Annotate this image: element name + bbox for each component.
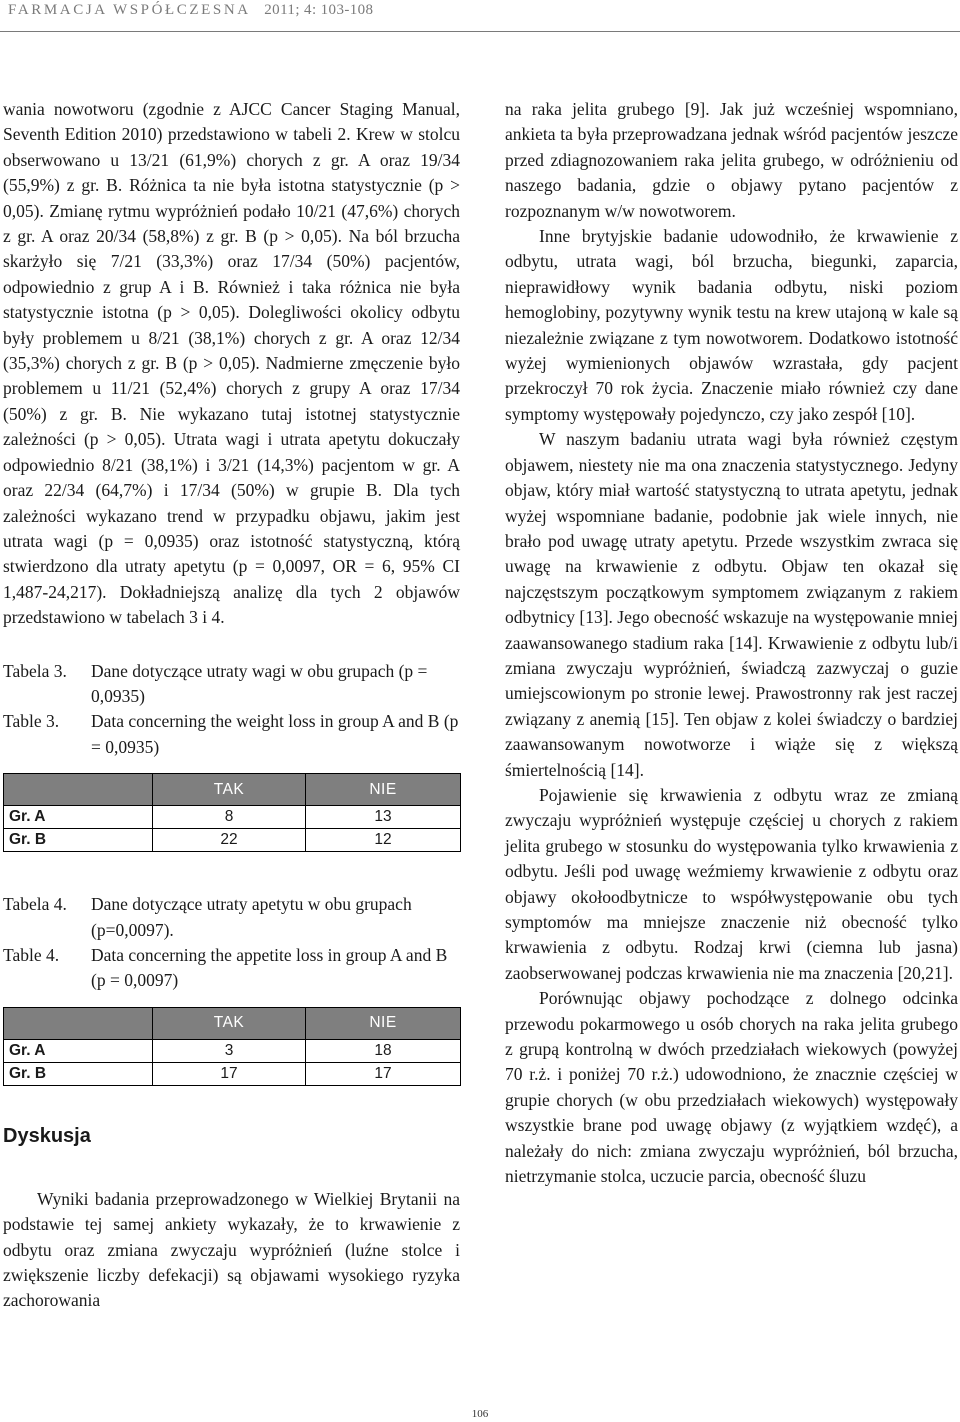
table4-caption [3, 892, 460, 994]
page-number: 106 [471, 1408, 489, 1420]
body-paragraph: na raka jelita grubego [9]. Jak już wcześniej wspomniano, ankieta ta była przeprowadzana jednak wśród pacjentów jeszcze przed zdiagnozowaniem raka jelita grubego, w odróżnieniu od naszego badania, gdzie o objawy pytano pacjentów z rozpoznanym w/w nowotworem. [505, 99, 958, 221]
body-paragraph: Inne brytyjskie badanie udowodniło, że krwawienie z odbytu, utrata wagi, ból brzucha, biegunki, zaparcia, nieprawidłowy wynik badania odbytu, niski poziom hemoglobiny, pozytywny wynik testu na krew utajoną w kale są niezależnie związane z tym nowotworem. Dodatkowo istotność wyżej wymienionych objawów wzrastała, gdy pacjent przekroczył 70 rok życia. Znaczenie miało również czy dane symptomy występowały pojedynczo, czy jako zespół [10]. [505, 226, 958, 424]
table3-caption-en-text: Data concerning the weight loss in group A and B (p = 0,0935) [91, 711, 459, 757]
section-title-dyskusja: Dyskusja [3, 1124, 91, 1147]
body-paragraph: W naszym badaniu utrata wagi była również częstym objawem, niestety nie ma ona znaczenia statystycznego. Jedyny objaw, który miał wartość statystyczną to utrata apetytu, jednak wyżej wspomniane badanie, podobnie jak wiele innych, nie brało pod uwagę utraty apetytu. Przede wszystkim zwraca się uwagę na krwawienie z odbytu. Objaw ten okazał się najczęstszym początkowym symptomem związanym z rakiem odbytnicy [13]. Jego obecność wskazuje na występowanie mniej zaawansowanego stadium raka [14]. Krwawienie z odbytu lub/i zmiana zwyczaju wypróżnień, świadczą zazwyczaj o guzie umiejscowionym po stronie lewej. Prawostronny rak jest raczej związany z anemią [15]. Ten objaw z kolei świadczy o bardziej zaawansowanym nowotworze i wiąże się z większą śmiertelnością [14]. [505, 429, 958, 780]
right-column [505, 97, 958, 1189]
journal-name: FARMACJA WSPÓŁCZESNA [8, 2, 250, 18]
table4-cell-tak: 3 [153, 1039, 306, 1062]
table3-cell-tak: 22 [153, 829, 306, 852]
table4-header-corner [4, 1007, 153, 1039]
left-column [3, 97, 460, 1314]
table4-cell-tak: 17 [153, 1062, 306, 1085]
table3-caption-pl-label: Tabela 3. [3, 660, 67, 681]
table3-caption-pl-text: Dane dotyczące utraty wagi w obu grupach (p = 0,0935) [91, 660, 428, 706]
table4-cell-nie: 17 [306, 1062, 461, 1085]
header-rule [0, 31, 960, 32]
table3-cell-tak: 8 [153, 806, 306, 829]
table4-header-row [4, 1007, 461, 1039]
table3-caption-en-label: Table 3. [3, 711, 60, 732]
table4-caption-pl-text: Dane dotyczące utraty apetytu w obu grupach (p=0,0097). [91, 894, 412, 940]
discussion-paragraph: Wyniki badania przeprowadzonego w Wielkiej Brytanii na podstawie tej samej ankiety wykazały, że to krwawienie z odbytu oraz zmiana zwyczaju wypróżnień (luźne stolce i zwiększenie liczby defekacji) są objawami wysokiego ryzyka zachorowania [3, 1188, 460, 1311]
table-row [4, 1039, 461, 1062]
body-paragraph: Porównując objawy pochodzące z dolnego odcinka przewodu pokarmowego u osób chorych na raka jelita grubego z grupą kontrolną w dwóch przedziałach wiekowych (powyżej 70 r.ż. i poniżej 70 r.ż.) udowodniono, że znacznie częściej w grupie chorych (w obu przedziałach wiekowych) występowały wszystkie brane pod uwagę objawy (z wyjątkiem wzdęć), a należały do nich: zmiana zwyczaju wypróżnień, ból brzucha, nietrzymanie stolca, uczucie parcia, obecność śluzu [505, 988, 958, 1187]
table3-header-tak: TAK [153, 774, 306, 806]
table3-caption [3, 659, 460, 761]
table4-caption-en-label: Table 4. [3, 944, 60, 965]
table3 [3, 773, 461, 852]
table4-row-label: Gr. B [4, 1062, 153, 1085]
body-paragraph: Pojawienie się krwawienia z odbytu wraz ze zmianą zwyczaju wypróżnień występuje częściej u chorych z rakiem jelita grubego w stosunku do występowania tylko krwawienia z odbytu. Jeśli pod uwagę weźmiemy krwawienie z odbytu oraz objawy okołoodbytnicze to współwystępowanie obu tych symptomów ma mniejsze znaczenie niż obecność tylko krwawienia z odbytu. Rodzaj krwi (ciemna lub jasna) zaobserwowanej podczas krwawienia nie ma znaczenia [20,21]. [505, 784, 958, 983]
table-row [4, 806, 461, 829]
running-head [8, 2, 373, 19]
table4-header-nie: NIE [306, 1007, 461, 1039]
table3-row-label: Gr. A [4, 806, 153, 829]
table3-row-label: Gr. B [4, 829, 153, 852]
table3-cell-nie: 12 [306, 829, 461, 852]
table4-header-tak: TAK [153, 1007, 306, 1039]
results-paragraph: wania nowotworu (zgodnie z AJCC Cancer Staging Manual, Seventh Edition 2010) przedstawiono w tabeli 2. Krew w stolcu obserwowano u 13/21 (61,9%) chorych z gr. A oraz 19/34 (55,9%) z gr. B. Różnica ta nie była istotna statystycznie (p > 0,05). Zmianę rytmu wypróżnień podało 10/21 (47,6%) chorych z gr. A oraz 20/34 (58,8%) z gr. B (p > 0,05). Na ból brzucha skarżyło się 7/21 (33,3%) oraz 17/34 (50%) pacjentów, odpowiednio z grup A i B. Również i taka różnica nie była statystycznie istotna (p > 0,05). Dolegliwości okolicy odbytu były problemem u 8/21 (38,1%) chorych z gr. A oraz 12/34 (35,3%) chorych z gr. B (p > 0,05). Nadmierne zmęczenie było problemem u 11/21 (52,4%) chorych z grupy A oraz 17/34 (50%) z gr. B. Nie wykazano tutaj istotnej statystycznie zależności (p > 0,05). Utrata wagi i utrata apetytu dokuczały odpowiednio 8/21 (38,1%) i 3/21 (14,3%) pacjentom w gr. A oraz 22/34 (64,7%) i 17/34 (50%) w grupie B. Dla tych zależności wykazano trend w przypadku objawu, jakim jest utrata wagi (p = 0,0935) oraz istotność statystyczną, którą stwierdzono dla utraty apetytu (p = 0,0097, OR = 6, 95% CI 1,487-24,217). Dokładniejszą analizę dla tych 2 objawów przedstawiono w tabelach 3 i 4. [3, 99, 460, 628]
table3-cell-nie: 13 [306, 806, 461, 829]
table3-header-nie: NIE [306, 774, 461, 806]
table3-header-row [4, 774, 461, 806]
table4-cell-nie: 18 [306, 1039, 461, 1062]
table-row [4, 829, 461, 852]
table4 [3, 1007, 461, 1086]
table4-caption-pl-label: Tabela 4. [3, 894, 67, 915]
table4-row-label: Gr. A [4, 1039, 153, 1062]
table3-header-corner [4, 774, 153, 806]
journal-citation: 2011; 4: 103-108 [264, 2, 374, 18]
table4-caption-en-text: Data concerning the appetite loss in group A and B (p = 0,0097) [91, 944, 448, 991]
table-row [4, 1062, 461, 1085]
